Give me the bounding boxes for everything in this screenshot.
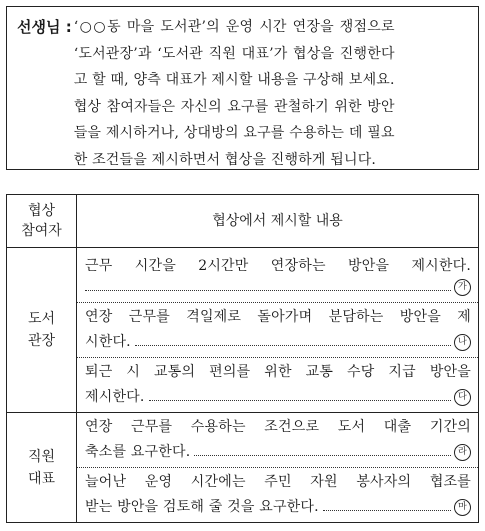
proposal-text	[85, 360, 471, 410]
proposal-cell	[77, 303, 479, 358]
table-row	[7, 358, 479, 413]
proposal-text	[85, 254, 471, 296]
proposal-line-text: 축소를 요구한다.	[85, 444, 191, 460]
circled-marker-icon: 나	[454, 334, 471, 351]
dot-leader	[135, 345, 451, 346]
proposal-cell	[77, 468, 479, 523]
header-content: 협상에서 제시할 내용	[77, 195, 479, 248]
circled-marker-icon: 가	[454, 279, 471, 296]
proposal-line-text: 받는 방안을 검토해 줄 것을 요구한다.	[85, 499, 319, 515]
proposal-line-text: 제시한다.	[85, 389, 145, 405]
speech-line: 협상 참여자들은 자신의 요구를 관철하기 위한 방안	[73, 98, 395, 115]
proposal-line-tail	[85, 279, 471, 296]
proposal-line: 연장 근무를 수용하는 조건으로 도서 대출 기간의	[85, 419, 471, 435]
speech-line: 한 조건들을 제시하면서 협상을 진행하게 됩니다.	[73, 151, 377, 168]
proposal-cell	[77, 248, 479, 303]
speech-line: ‘도서관장’과 ‘도서관 직원 대표’가 협상을 진행한다	[73, 45, 395, 62]
proposal-line-tail	[85, 495, 471, 520]
circled-marker-icon: 라	[454, 444, 471, 461]
proposal-text	[85, 415, 471, 465]
dot-leader	[323, 510, 451, 511]
dot-leader	[149, 400, 451, 401]
dot-leader	[85, 290, 451, 291]
participant-role: 도서 관장	[7, 248, 77, 413]
proposal-line-text: 시한다.	[85, 334, 131, 350]
proposal-line-tail	[85, 330, 471, 355]
proposal-line: 근무 시간을 2시간만 연장하는 방안을 제시한다.	[85, 258, 471, 274]
teacher-speech	[73, 14, 395, 168]
circled-marker-icon: 마	[454, 499, 471, 516]
table-row	[7, 413, 479, 468]
circled-marker-icon: 다	[454, 389, 471, 406]
proposal-text	[85, 470, 471, 520]
table-row	[7, 303, 479, 358]
speech-line: ‘○○동 마을 도서관’의 운영 시간 연장을 쟁점으로	[73, 19, 395, 35]
proposal-line: 늘어난 운영 시간에는 주민 자원 봉사자의 협조를	[85, 474, 471, 490]
proposal-line-tail	[85, 385, 471, 410]
participant-role: 직원 대표	[7, 413, 77, 523]
speech-line: 고 할 때, 양측 대표가 제시할 내용을 구상해 보세요.	[73, 72, 395, 88]
negotiation-table	[6, 194, 479, 523]
table-header-row	[7, 195, 479, 248]
dot-leader	[194, 455, 451, 456]
proposal-line: 연장 근무를 격일제로 돌아가며 분담하는 방안을 제	[85, 309, 471, 325]
proposal-line: 퇴근 시 교통의 편의를 위한 교통 수당 지급 방안을	[85, 364, 471, 380]
header-role: 협상 참여자	[7, 195, 77, 248]
teacher-dialogue-box	[6, 6, 479, 170]
proposal-line-tail	[85, 440, 471, 465]
proposal-cell	[77, 413, 479, 468]
speech-line: 들을 제시하거나, 상대방의 요구를 수용하는 데 필요	[73, 125, 395, 141]
speaker-label: 선생님 :	[17, 18, 72, 36]
proposal-text	[85, 305, 471, 355]
table-row	[7, 468, 479, 523]
proposal-cell	[77, 358, 479, 413]
table-row	[7, 248, 479, 303]
